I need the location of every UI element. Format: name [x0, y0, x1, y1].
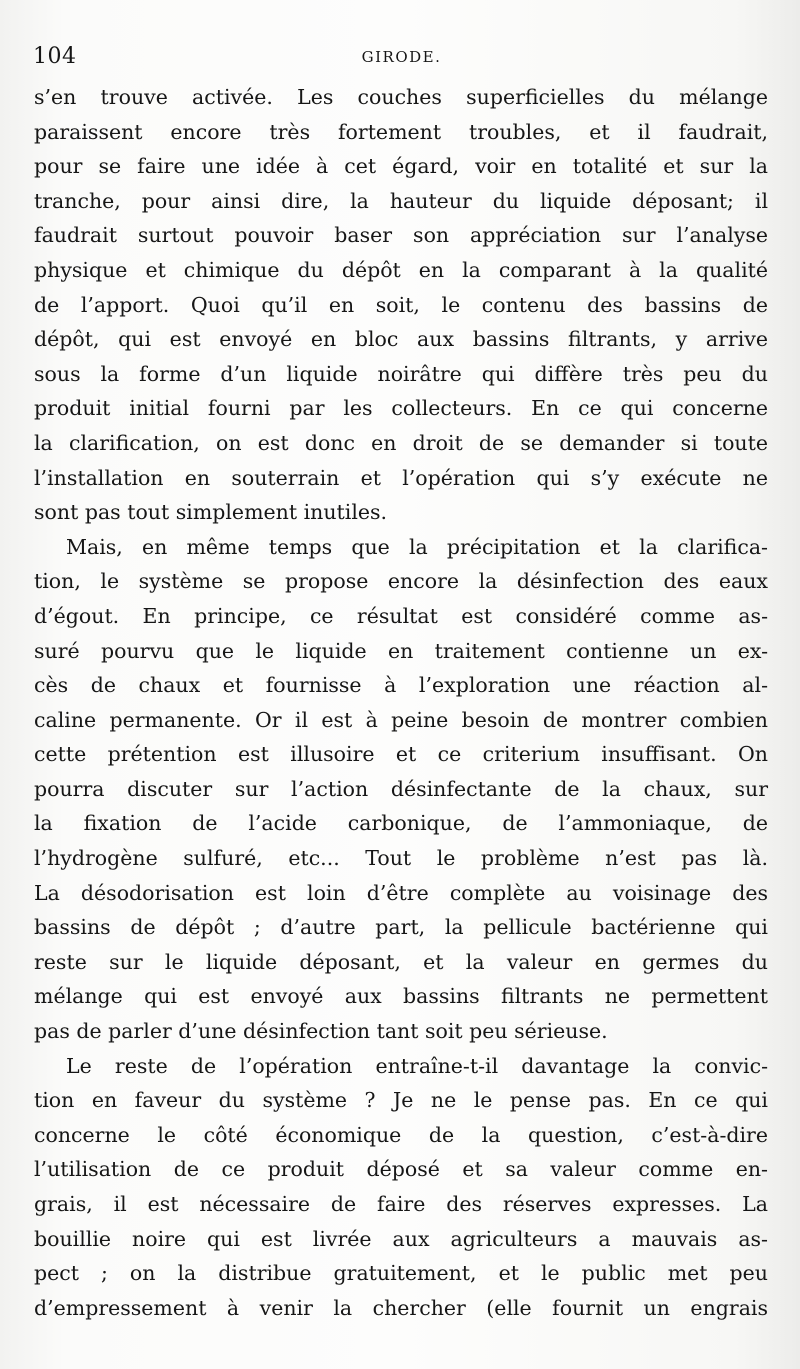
text-line: tion en faveur du système ? Je ne le pense pas. En ce qui — [34, 1088, 768, 1113]
text-line: s’en trouve activée. Les couches superficielles du mélange — [34, 85, 768, 109]
body-text — [34, 80, 768, 1325]
running-title: GIRODE. — [361, 48, 442, 66]
paragraph-1 — [34, 80, 768, 530]
text-line: pourra discuter sur l’action désinfectante de la chaux, sur — [34, 776, 768, 801]
text-line: reste sur le liquide déposant, et la valeur en germes du — [34, 949, 768, 974]
text-line: produit initial fourni par les collecteurs. En ce qui concerne — [34, 396, 768, 421]
text-line: pour se faire une idée à cet égard, voir en totalité et sur la — [34, 154, 768, 179]
text-line: grais, il est nécessaire de faire des réserves expresses. La — [34, 1192, 768, 1216]
running-header — [33, 44, 770, 74]
text-line: caline permanente. Or il est à peine besoin de montrer combien — [34, 707, 768, 732]
page-number: 104 — [33, 44, 77, 69]
text-line: la clarification, on est donc en droit de se demander si toute — [34, 430, 768, 455]
text-line: faudrait surtout pouvoir baser son appréciation sur l’analyse — [34, 223, 768, 248]
text-line: cette prétention est illusoire et ce criterium insuffisant. On — [34, 742, 768, 767]
text-line: d’empressement à venir la chercher (elle fournit un engrais — [34, 1295, 768, 1320]
text-line: mélange qui est envoyé aux bassins filtrants ne permettent — [34, 984, 768, 1009]
text-line: l’hydrogène sulfuré, etc... Tout le problème n’est pas là. — [34, 846, 768, 871]
paragraph-3 — [34, 1049, 768, 1326]
text-line: La désodorisation est loin d’être complète au voisinage des — [34, 880, 768, 905]
text-line: concerne le côté économique de la question, c’est-à-dire — [34, 1122, 768, 1147]
text-line: sont pas tout simplement inutiles. — [34, 500, 388, 525]
text-line: suré pourvu que le liquide en traitement contienne un ex- — [34, 638, 768, 663]
text-line: Mais, en même temps que la précipitation et la clarifica- — [66, 534, 768, 559]
text-line: Le reste de l’opération entraîne-t-il davantage la convic- — [66, 1053, 768, 1078]
text-line: bassins de dépôt ; d’autre part, la pellicule bactérienne qui — [34, 915, 768, 940]
paragraph-2 — [34, 530, 768, 1049]
text-line: pect ; on la distribue gratuitement, et le public met peu — [34, 1261, 768, 1286]
text-line: tranche, pour ainsi dire, la hauteur du liquide déposant; il — [34, 188, 768, 213]
text-line: l’installation en souterrain et l’opération qui s’y exécute ne — [34, 465, 768, 490]
text-line: la fixation de l’acide carbonique, de l’ammoniaque, de — [34, 811, 768, 836]
text-line: cès de chaux et fournisse à l’exploration une réaction al- — [34, 673, 768, 698]
text-line: sous la forme d’un liquide noirâtre qui diffère très peu du — [34, 361, 768, 386]
text-line: tion, le système se propose encore la désinfection des eaux — [34, 569, 768, 594]
text-line: paraissent encore très fortement troubles, et il faudrait, — [34, 119, 768, 144]
text-line: pas de parler d’une désinfection tant soit peu sérieuse. — [34, 1019, 608, 1044]
text-line: physique et chimique du dépôt en la comparant à la qualité — [34, 257, 768, 282]
text-line: d’égout. En principe, ce résultat est considéré comme as- — [34, 603, 768, 628]
text-line: l’utilisation de ce produit déposé et sa valeur comme en- — [34, 1157, 768, 1182]
text-line: dépôt, qui est envoyé en bloc aux bassins filtrants, y arrive — [34, 327, 768, 352]
text-line: bouillie noire qui est livrée aux agriculteurs a mauvais as- — [34, 1226, 768, 1251]
text-line: de l’apport. Quoi qu’il en soit, le contenu des bassins de — [34, 292, 768, 317]
